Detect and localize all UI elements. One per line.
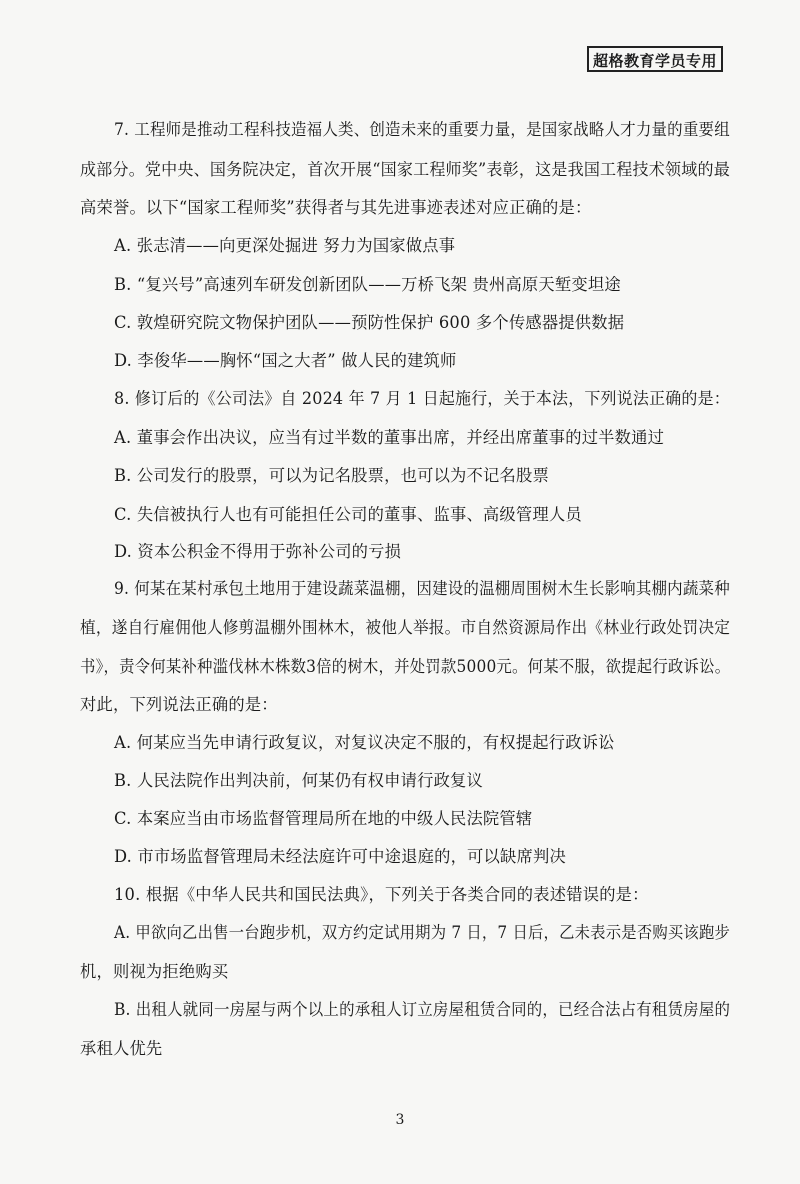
- q7-stem-line-2: 成部分。党中央、国务院决定，首次开展“国家工程师奖”表彰，这是我国工程技术领域的最: [80, 160, 730, 179]
- q9-option-d: D. 市市场监督管理局未经法庭许可中途退庭的，可以缺席判决: [114, 847, 566, 866]
- q7-stem-line-3: 高荣誉。以下“国家工程师奖”获得者与其先进事迹表述对应正确的是：: [80, 198, 592, 217]
- q7-stem-line-1: 7. 工程师是推动工程科技造福人类、创造未来的重要力量，是国家战略人才力量的重要组: [114, 120, 730, 139]
- q10-stem-line-1: 10. 根据《中华人民共和国民法典》，下列关于各类合同的表述错误的是：: [114, 885, 649, 904]
- q9-option-c: C. 本案应当由市场监督管理局所在地的中级人民法院管辖: [114, 809, 533, 828]
- student-only-stamp: 超格教育学员专用: [587, 46, 723, 72]
- q9-stem-line-1: 9. 何某在某村承包土地用于建设蔬菜温棚，因建设的温棚周围树木生长影响其棚内蔬菜种: [114, 579, 730, 598]
- q7-option-d: D. 李俊华——胸怀“国之大者” 做人民的建筑师: [114, 351, 457, 370]
- q9-stem-line-3: 书》，责令何某补种滥伐林木株数3倍的树木，并处罚款5000元。何某不服，欲提起行政诉讼。: [80, 657, 731, 676]
- q10-option-b-line-2: 承租人优先: [80, 1039, 163, 1058]
- q9-option-a: A. 何某应当先申请行政复议，对复议决定不服的，有权提起行政诉讼: [114, 733, 615, 752]
- q10-option-a-line-2: 机，则视为拒绝购买: [80, 962, 229, 981]
- q9-option-b: B. 人民法院作出判决前，何某仍有权申请行政复议: [114, 771, 484, 790]
- q8-option-b: B. 公司发行的股票，可以为记名股票，也可以为不记名股票: [114, 466, 549, 485]
- q7-option-b: B. “复兴号”高速列车研发创新团队——万桥飞架 贵州高原天堑变坦途: [114, 275, 621, 294]
- q10-option-b-line-1: B. 出租人就同一房屋与两个以上的承租人订立房屋租赁合同的，已经合法占有租赁房屋的: [114, 1000, 731, 1019]
- q8-option-a: A. 董事会作出决议，应当有过半数的董事出席，并经出席董事的过半数通过: [114, 428, 665, 447]
- page-number: 3: [395, 1112, 405, 1128]
- q7-option-c: C. 敦煌研究院文物保护团队——预防性保护 600 多个传感器提供数据: [114, 313, 625, 332]
- q8-stem-line-1: 8. 修订后的《公司法》自 2024 年 7 月 1 日起施行，关于本法，下列说法正确的是：: [114, 389, 730, 408]
- q9-stem-line-2: 植，遂自行雇佣他人修剪温棚外围林木，被他人举报。市自然资源局作出《林业行政处罚决定: [80, 618, 731, 637]
- q10-option-a-line-1: A. 甲欲向乙出售一台跑步机，双方约定试用期为 7 日，7 日后，乙未表示是否购买该跑步: [114, 923, 731, 942]
- q7-option-a: A. 张志清——向更深处掘进 努力为国家做点事: [114, 236, 456, 255]
- q8-option-d: D. 资本公积金不得用于弥补公司的亏损: [114, 542, 402, 561]
- q9-stem-line-4: 对此，下列说法正确的是：: [80, 695, 278, 714]
- q8-option-c: C. 失信被执行人也有可能担任公司的董事、监事、高级管理人员: [114, 505, 582, 524]
